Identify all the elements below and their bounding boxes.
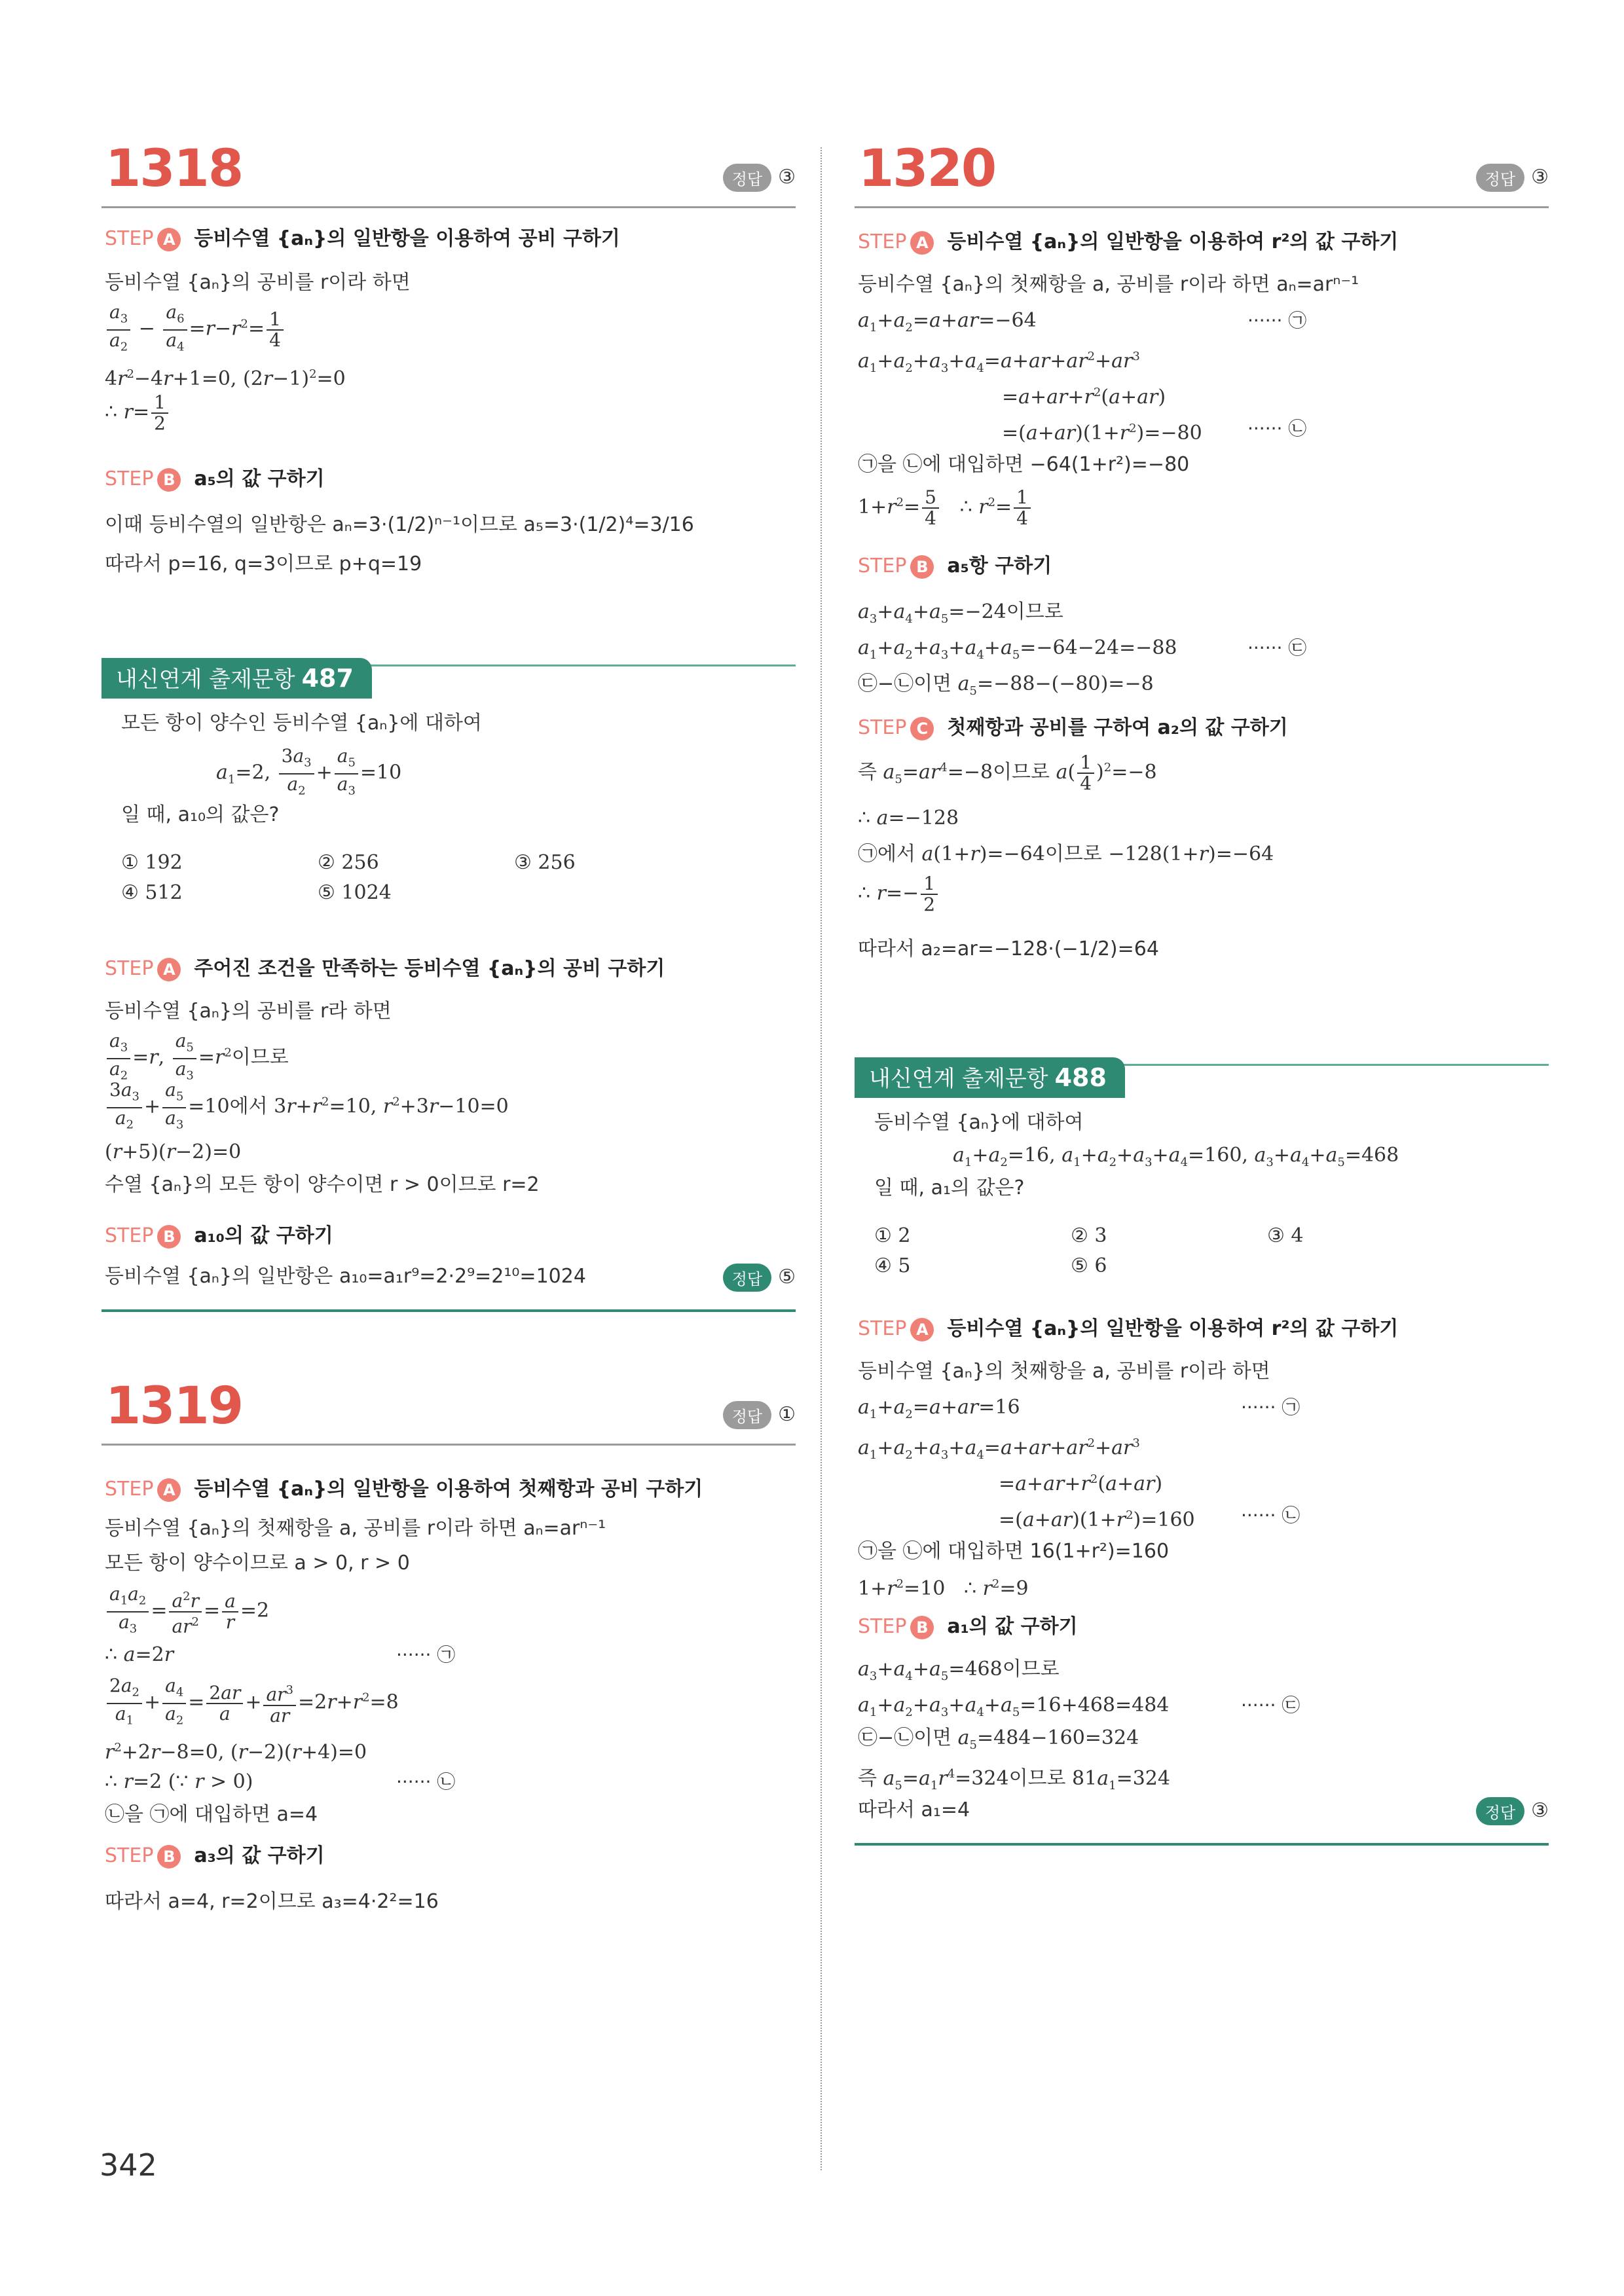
math-line: $1+r^2=$ $\frac{5}{4}$ ∴ $r^2=$ $\frac{1}{4}$ [858,488,1033,528]
mark-2: ······ ㉡ [396,1771,456,1793]
text-line: 수열 {aₙ}의 모든 항이 양수이면 r > 0이므로 r=2 [105,1173,540,1196]
math-line: $\frac{3a_3}{a_2}$ + $\frac{a_5}{a_3}$ =10에서 $3r+r^2=10$, $r^2+3r-10=0$ [105,1080,509,1135]
step-a-heading: STEP A 등비수열 {aₙ}의 일반항을 이용하여 r²의 값 구하기 [858,1317,1399,1340]
problem-1318-header [101,134,796,208]
text-line: 등비수열 {aₙ}의 첫째항을 a, 공비를 r이라 하면 aₙ=arⁿ⁻¹ [858,273,1359,296]
mark-3: ······ ㉢ [1241,1694,1301,1716]
text-line: 등비수열 {aₙ}의 첫째항을 a, 공비를 r이라 하면 aₙ=arⁿ⁻¹ [105,1517,606,1540]
step-b-heading: STEP B a₁₀의 값 구하기 [105,1224,333,1247]
question-condition: $a_1=2$, $\frac{3a_3}{a_2}$ + $\frac{a_5}{a_3}$ =10 [216,745,402,798]
text-line: 따라서 a₁=4 [858,1798,970,1821]
question-text: 일 때, a₁₀의 값은? [121,803,280,826]
problem-1320-header [855,134,1549,208]
math-line: $a_1+a_2=a+ar=16$ [858,1396,1020,1421]
page-number: 342 [100,2147,157,2183]
mark-1: ······ ㉠ [1247,310,1307,331]
math-line: ㉢−㉡이면 $a_5=-88-(-80)=-8$ [858,672,1154,698]
text-line: 등비수열 {aₙ}의 공비를 r이라 하면 [105,271,411,294]
column-divider [821,147,822,2170]
step-b-heading: STEP B a₅항 구하기 [858,555,1052,577]
step-a-heading: STEP A 등비수열 {aₙ}의 일반항을 이용하여 첫째항과 공비 구하기 [105,1478,703,1501]
math-line: $r^2+2r-8=0$, (r−2)(r+4)=0 [105,1741,367,1764]
step-b-heading: STEP B a₅의 값 구하기 [105,467,325,490]
problem-number: 1320 [858,139,996,198]
step-b-heading: STEP B a₃의 값 구하기 [105,1844,325,1867]
math-line: $=a+ar+r^2(a+ar)$ [999,1472,1163,1495]
text-line: 등비수열 {aₙ}의 공비를 r라 하면 [105,1000,392,1023]
section-end-rule [101,1309,796,1312]
step-a-heading: STEP A 등비수열 {aₙ}의 일반항을 이용하여 r²의 값 구하기 [858,230,1399,253]
math-line: ∴ a=−128 [858,807,959,829]
choices: ① 2 ② 3 ③ 4 ④ 5 ⑤ 6 [874,1224,1304,1277]
math-line: $=(a+ar)(1+r^2)=-80$ [1002,422,1202,445]
math-line: $a_1+a_2+a_3+a_4=a+ar+ar^2+ar^3$ [858,1436,1140,1462]
question-condition: $a_1+a_2=16$, $a_1+a_2+a_3+a_4=160$, $a_3+a_4+a_5=468$ [953,1144,1399,1169]
step-a-heading: STEP A 등비수열 {aₙ}의 일반항을 이용하여 공비 구하기 [105,227,620,250]
answer-badge: 정답 ③ [1476,1797,1549,1825]
math-line: $\frac{a_1a_2}{a_3}$ = $\frac{a^2r}{ar^2}$ = $\frac{a}{r}$ =2 [105,1584,269,1639]
text-line: 등비수열 {aₙ}의 첫째항을 a, 공비를 r이라 하면 [858,1360,1270,1383]
text-line: 따라서 p=16, q=3이므로 p+q=19 [105,553,422,575]
mark-2: ······ ㉡ [1247,418,1307,439]
math-line: (r+5)(r−2)=0 [105,1140,242,1163]
math-line: ㉠에서 a(1+r)=−64이므로 −128(1+r)=−64 [858,843,1274,866]
mark-3: ······ ㉢ [1247,637,1307,659]
text-line: 모든 항이 양수이므로 a > 0, r > 0 [105,1552,410,1575]
math-line: $a_3+a_4+a_5=-24$이므로 [858,600,1063,626]
math-line: ㉢−㉡이면 $a_5=484-160=324$ [858,1726,1139,1752]
answer-badge: 정답 ⑤ [723,1264,796,1292]
math-line: $\frac{a_3}{a_2}$ − $\frac{a_6}{a_4}$ $=r-r^2=$ $\frac{1}{4}$ [105,302,286,357]
math-line: $=(a+ar)(1+r^2)=160$ [999,1508,1195,1531]
naesin-488-header: 내신연계 출제문항 488 [855,1057,1549,1103]
answer-badge: 정답 ① [723,1401,796,1429]
math-line: 즉 $a_5=ar^4=-8$이므로 a( $\frac{1}{4}$ )$^2$=−8 [858,752,1157,794]
math-line: ∴ r=2 (∵ r > 0) [105,1770,253,1793]
step-a-heading: STEP A 주어진 조건을 만족하는 등비수열 {aₙ}의 공비 구하기 [105,957,665,980]
math-line: $a_1+a_2+a_3+a_4=a+ar+ar^2+ar^3$ [858,350,1140,375]
step-c-heading: STEP C 첫째항과 공비를 구하여 a₂의 값 구하기 [858,716,1288,739]
mark-1: ······ ㉠ [1241,1396,1301,1418]
choices: ① 192 ② 256 ③ 256 ④ 512 ⑤ 1024 [121,851,576,904]
math-line: $a_1+a_2+a_3+a_4+a_5=16+468=484$ [858,1694,1170,1719]
text-line: ㉠을 ㉡에 대입하면 −64(1+r²)=−80 [858,453,1190,476]
problem-number: 1318 [105,139,243,198]
text-line: ㉡을 ㉠에 대입하면 a=4 [105,1803,318,1826]
math-line: 즉 $a_5=a_1r^4=324$이므로 $81a_1=324$ [858,1767,1170,1793]
text-line: 따라서 a=4, r=2이므로 a₃=4·2²=16 [105,1890,439,1913]
text-line: 따라서 a₂=ar=−128·(−1/2)=64 [858,938,1159,960]
answer-badge: 정답 ③ [1476,164,1549,192]
mark-2: ······ ㉡ [1241,1504,1301,1526]
section-end-rule [855,1843,1549,1846]
step-b-heading: STEP B a₁의 값 구하기 [858,1615,1078,1638]
math-line: ∴ a=2r [105,1643,174,1666]
question-text: 일 때, a₁의 값은? [874,1176,1025,1199]
answer-badge: 정답 ③ [723,164,796,192]
math-line: $a_3+a_4+a_5=468$이므로 [858,1658,1060,1683]
math-line: $\frac{2a_2}{a_1}$ + $\frac{a_4}{a_2}$ = $\frac{2ar}{a}$ + $\frac{ar^3}{ar}$ $=2r+r^2=8$ [105,1676,399,1730]
problem-number: 1319 [105,1377,243,1436]
text-line: ㉠을 ㉡에 대입하면 16(1+r²)=160 [858,1540,1170,1563]
mark-1: ······ ㉠ [396,1644,456,1666]
text-line: 등비수열 {aₙ}의 일반항은 a₁₀=a₁r⁹=2·2⁹=2¹⁰=1024 [105,1265,586,1288]
math-line: ∴ r= $\frac{1}{2}$ [105,393,170,433]
math-line: $4r^2-4r+1=0$, $(2r-1)^2=0$ [105,367,346,390]
math-line: $a_1+a_2=a+ar=-64$ [858,309,1037,335]
math-line: $=a+ar+r^2(a+ar)$ [1002,386,1166,409]
math-line: ∴ r=− $\frac{1}{2}$ [858,874,940,915]
problem-1319-header [101,1372,796,1446]
question-text: 모든 항이 양수인 등비수열 {aₙ}에 대하여 [121,712,482,735]
math-line: $1+r^2=10$ ∴ $r^2=9$ [858,1577,1029,1600]
question-text: 등비수열 {aₙ}에 대하여 [874,1111,1084,1134]
math-line: $\frac{a_3}{a_2}$ =r, $\frac{a_5}{a_3}$ $=r^2$이므로 [105,1031,289,1085]
text-line: 이때 등비수열의 일반항은 aₙ=3·(1/2)ⁿ⁻¹이므로 a₅=3·(1/2)⁴=3/16 [105,513,694,536]
naesin-487-header: 내신연계 출제문항 487 [101,658,796,704]
math-line: $a_1+a_2+a_3+a_4+a_5=-64-24=-88$ [858,636,1177,662]
